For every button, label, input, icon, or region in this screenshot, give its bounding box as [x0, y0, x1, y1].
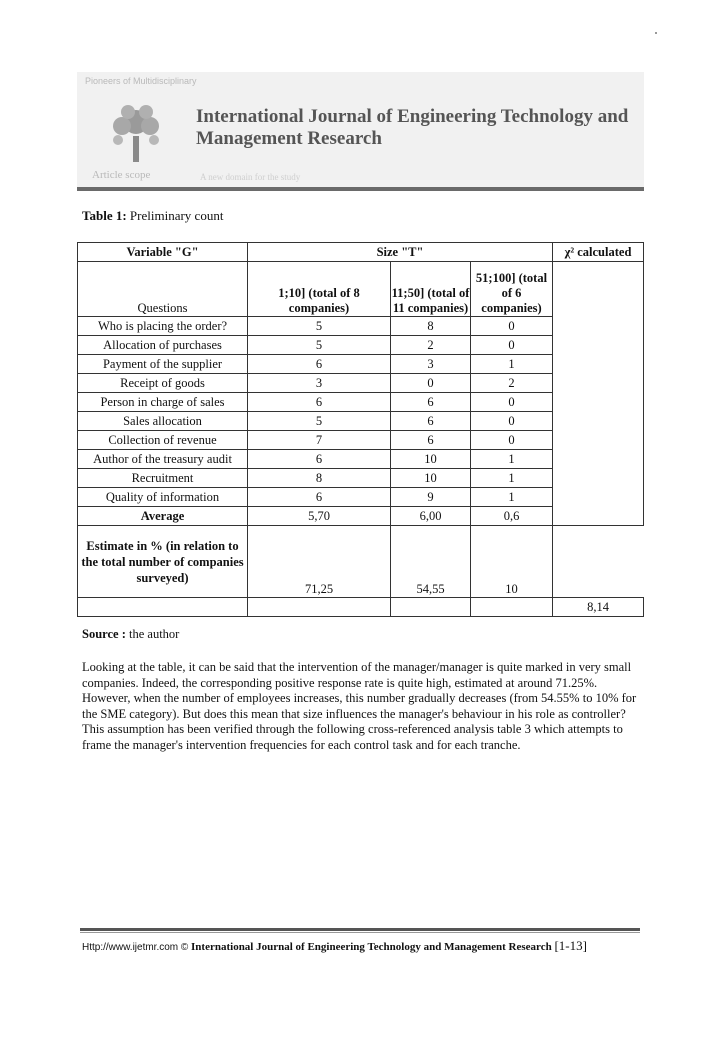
row-value: 2 [471, 374, 553, 393]
row-question: Author of the treasury audit [78, 450, 248, 469]
row-question: Allocation of purchases [78, 336, 248, 355]
table-caption [82, 208, 223, 224]
row-value: 6 [248, 355, 391, 374]
row-value: 1 [471, 488, 553, 507]
row-value: 3 [248, 374, 391, 393]
empty-cell [471, 598, 553, 617]
col-51-100: 51;100] (total of 6 companies) [471, 262, 553, 317]
table-caption-label: Table 1: [82, 208, 127, 223]
row-value: 0 [471, 336, 553, 355]
row-value: 6 [391, 412, 471, 431]
row-value: 6 [248, 450, 391, 469]
chi-empty-cell [553, 262, 644, 526]
col-questions: Questions [78, 262, 248, 317]
row-question: Recruitment [78, 469, 248, 488]
row-value: 0 [471, 431, 553, 450]
average-value: 5,70 [248, 507, 391, 526]
row-value: 1 [471, 450, 553, 469]
header-rule [77, 187, 644, 191]
row-value: 6 [391, 393, 471, 412]
average-value: 6,00 [391, 507, 471, 526]
footer [82, 938, 587, 954]
col-1-10: 1;10] (total of 8 companies) [248, 262, 391, 317]
row-question: Payment of the supplier [78, 355, 248, 374]
row-value: 7 [248, 431, 391, 450]
header-size: Size "T" [248, 243, 553, 262]
table-caption-text: Preliminary count [129, 208, 224, 223]
estimate-value: 71,25 [248, 526, 391, 598]
row-value: 6 [391, 431, 471, 450]
speck [655, 32, 657, 34]
row-value: 5 [248, 336, 391, 355]
article-scope-label: Article scope [92, 169, 151, 181]
row-question: Sales allocation [78, 412, 248, 431]
journal-title: International Journal of Engineering Technology and Management Research [196, 106, 629, 149]
row-value: 5 [248, 412, 391, 431]
row-value: 5 [248, 317, 391, 336]
footer-rule-thin [80, 932, 640, 933]
source-label: Source : [82, 627, 126, 641]
col-11-50: 11;50] (total of 11 companies) [391, 262, 471, 317]
footer-pages: [1-13] [554, 938, 587, 953]
preliminary-count-table [77, 242, 644, 617]
average-label: Average [78, 507, 248, 526]
row-value: 6 [248, 393, 391, 412]
row-question: Receipt of goods [78, 374, 248, 393]
row-value: 10 [391, 469, 471, 488]
row-value: 9 [391, 488, 471, 507]
footer-url[interactable]: Http://www.ijetmr.com © [82, 942, 189, 953]
row-value: 1 [471, 355, 553, 374]
row-question: Collection of revenue [78, 431, 248, 450]
row-value: 8 [391, 317, 471, 336]
tree-logo-icon [108, 100, 164, 164]
source-line [82, 627, 179, 642]
row-value: 2 [391, 336, 471, 355]
row-value: 0 [391, 374, 471, 393]
chi-value: 8,14 [553, 598, 644, 617]
footer-journal: International Journal of Engineering Technology and Management Research [191, 941, 552, 953]
header-variable: Variable "G" [78, 243, 248, 262]
row-value: 10 [391, 450, 471, 469]
source-text: the author [129, 627, 180, 641]
row-value: 0 [471, 317, 553, 336]
estimate-row [78, 526, 644, 598]
empty-cell [78, 598, 248, 617]
row-question: Who is placing the order? [78, 317, 248, 336]
chi-row [78, 598, 644, 617]
estimate-value: 54,55 [391, 526, 471, 598]
average-value: 0,6 [471, 507, 553, 526]
row-question: Quality of information [78, 488, 248, 507]
empty-cell [248, 598, 391, 617]
row-value: 0 [471, 393, 553, 412]
row-question: Person in charge of sales [78, 393, 248, 412]
body-paragraph: Looking at the table, it can be said that the intervention of the manager/manager is quite marked in very small companies. Indeed, the corresponding positive response rate is quite high, estimated at around 71.25%. However, when the number of employees increases, this number gradually decreases (from 54.55% to 10% for the SME category). But does this mean that size influences the manager's behaviour in his role as controller? This assumption has been verified through the following cross-referenced analysis table 3 which attempts to frame the manager's intervention frequencies for each control task and for each tranche. [82, 660, 637, 752]
row-value: 1 [471, 469, 553, 488]
footer-rule [80, 928, 640, 931]
row-value: 0 [471, 412, 553, 431]
header-top-text: Pioneers of Multidisciplinary [85, 76, 197, 86]
row-value: 8 [248, 469, 391, 488]
empty-cell [391, 598, 471, 617]
article-scope-subtext: A new domain for the study [200, 172, 301, 182]
estimate-value: 10 [471, 526, 553, 598]
row-value: 6 [248, 488, 391, 507]
header-chi: χ² calculated [553, 243, 644, 262]
row-value: 3 [391, 355, 471, 374]
estimate-label: Estimate in % (in relation to the total number of companies surveyed) [78, 526, 248, 598]
